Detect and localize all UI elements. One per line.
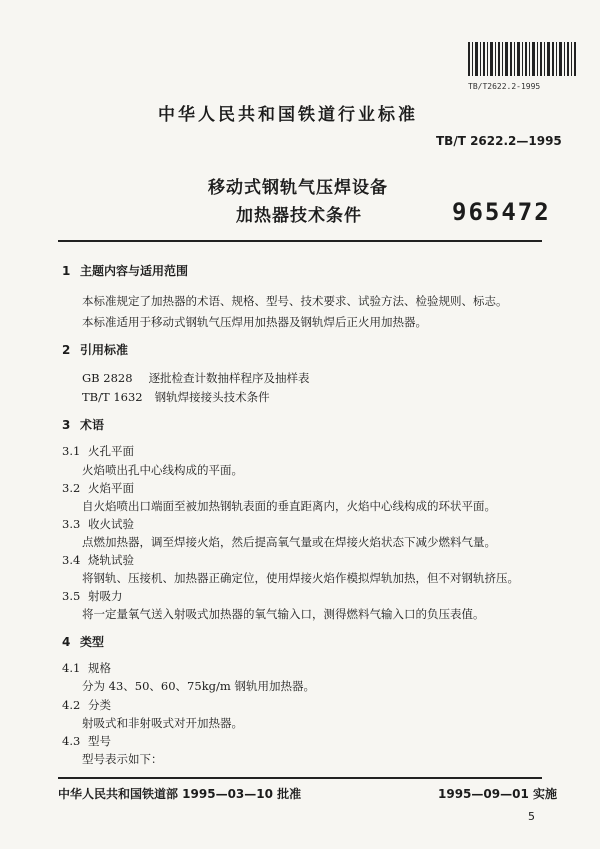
section-2-heading xyxy=(62,341,128,358)
catalog-number: 965472 xyxy=(452,198,551,226)
header-title: 中华人民共和国铁道行业标准 xyxy=(158,105,418,125)
clause-heading xyxy=(62,733,111,749)
term-number: 3.3 xyxy=(62,517,81,531)
clause-number: 4.2 xyxy=(62,698,81,712)
clause-text: 型号表示如下： xyxy=(82,752,163,766)
term-number: 3.2 xyxy=(62,481,81,495)
reference-title: 钢轨焊接接头技术条件 xyxy=(154,390,270,404)
term-number: 3.4 xyxy=(62,553,81,567)
section-title: 术语 xyxy=(80,418,105,432)
term-heading xyxy=(62,516,134,532)
term-definition: 火焰喷出孔中心线构成的平面。 xyxy=(82,463,243,477)
section-title: 类型 xyxy=(80,635,105,649)
term-title: 火孔平面 xyxy=(88,444,134,458)
term-title: 收火试验 xyxy=(88,517,134,531)
section-1-heading xyxy=(62,262,188,279)
term-heading xyxy=(62,443,134,459)
section-number: 1 xyxy=(62,264,71,278)
term-definition: 自火焰喷出口端面至被加热钢轨表面的垂直距离内，火焰中心线构成的环状平面。 xyxy=(82,499,496,513)
section-1-paragraph-1: 本标准规定了加热器的术语、规格、型号、技术要求、试验方法、检验规则、标志。 xyxy=(82,294,508,308)
term-heading xyxy=(62,480,134,496)
clause-title: 型号 xyxy=(88,734,111,748)
term-definition: 将一定量氧气送入射吸式加热器的氧气输入口，测得燃料气输入口的负压表值。 xyxy=(82,607,485,621)
clause-title: 分类 xyxy=(88,698,111,712)
standard-number: TB/T 2622.2—1995 xyxy=(436,134,562,148)
clause-number: 4.1 xyxy=(62,661,81,675)
term-heading xyxy=(62,588,123,604)
document-title-line1: 移动式钢轨气压焊设备 xyxy=(208,178,388,198)
section-number: 2 xyxy=(62,343,71,357)
term-title: 火焰平面 xyxy=(88,481,134,495)
section-title: 引用标准 xyxy=(80,343,129,357)
term-title: 烧轨试验 xyxy=(88,553,134,567)
clause-text: 射吸式和非射吸式对开加热器。 xyxy=(82,716,243,730)
reference-code: GB 2828 xyxy=(82,371,133,385)
clause-title: 规格 xyxy=(88,661,111,675)
reference-title: 逐批检查计数抽样程序及抽样表 xyxy=(148,371,310,385)
reference-code: TB/T 1632 xyxy=(82,390,143,404)
page-number: 5 xyxy=(528,810,535,823)
term-definition: 点燃加热器，调至焊接火焰，然后提高氧气量或在焊接火焰状态下减少燃料气量。 xyxy=(82,535,496,549)
term-title: 射吸力 xyxy=(88,589,123,603)
term-heading xyxy=(62,552,134,568)
clause-number: 4.3 xyxy=(62,734,81,748)
reference-item xyxy=(82,389,270,405)
section-4-heading xyxy=(62,633,104,650)
top-divider xyxy=(58,240,542,242)
term-number: 3.5 xyxy=(62,589,81,603)
implementation-date: 1995—09—01 实施 xyxy=(438,787,557,801)
section-title: 主题内容与适用范围 xyxy=(80,264,189,278)
barcode-text: TB/T2622.2-1995 xyxy=(468,82,541,91)
section-number: 4 xyxy=(62,635,71,649)
section-number: 3 xyxy=(62,418,71,432)
approval-line: 中华人民共和国铁道部 1995—03—10 批准 xyxy=(58,787,302,801)
section-1-paragraph-2: 本标准适用于移动式钢轨气压焊用加热器及钢轨焊后正火用加热器。 xyxy=(82,315,427,329)
bottom-divider xyxy=(58,777,542,779)
document-title-line2: 加热器技术条件 xyxy=(236,206,362,226)
term-number: 3.1 xyxy=(62,444,81,458)
reference-item xyxy=(82,370,310,386)
clause-text: 分为 43、50、60、75kg/m 钢轨用加热器。 xyxy=(82,679,315,693)
section-3-heading xyxy=(62,416,104,433)
clause-heading xyxy=(62,660,111,676)
clause-heading xyxy=(62,697,111,713)
term-definition: 将钢轨、压接机、加热器正确定位，使用焊接火焰作模拟焊轨加热，但不对钢轨挤压。 xyxy=(82,571,519,585)
